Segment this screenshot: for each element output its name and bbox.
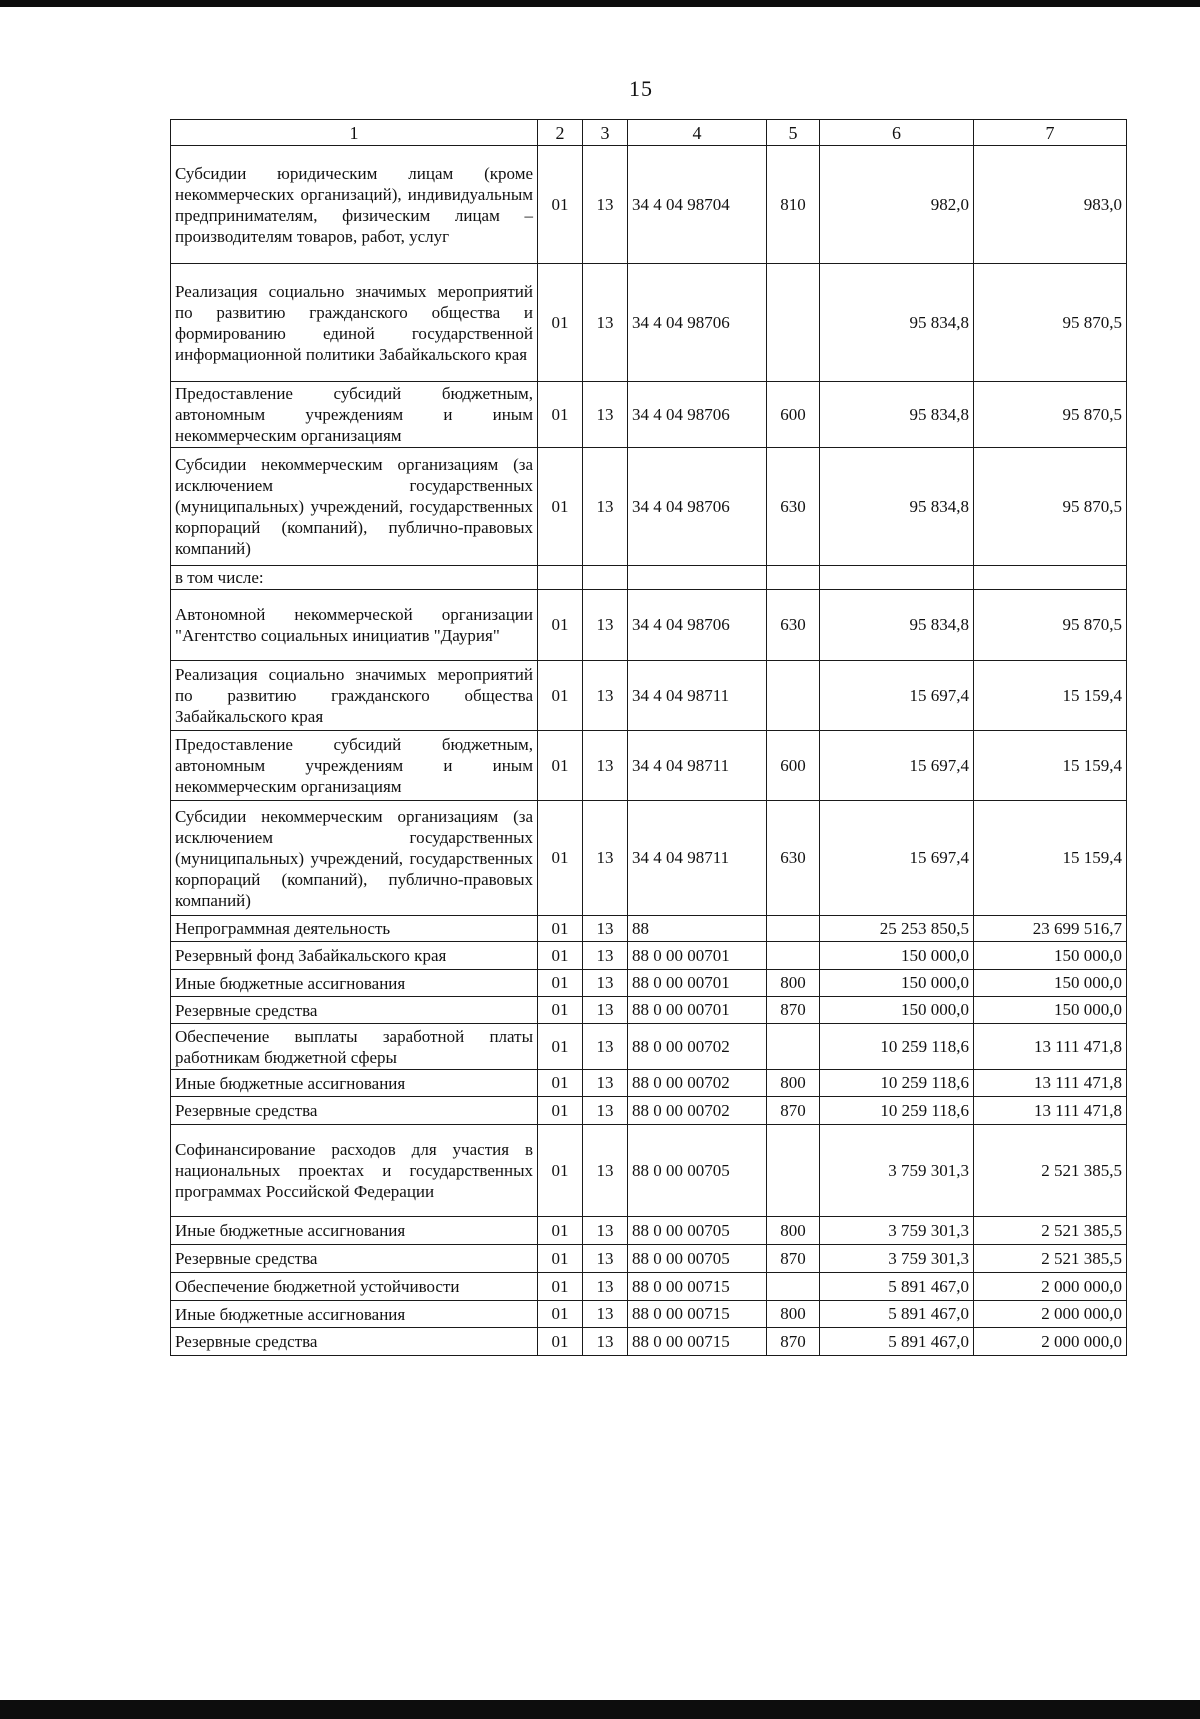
row-expense-type: [767, 942, 820, 970]
row-expense-type: [767, 264, 820, 382]
row-name: Иные бюджетные ассигнования: [171, 1070, 538, 1097]
row-amount-year-2: 15 159,4: [974, 731, 1127, 801]
row-amount-year-2: 13 111 471,8: [974, 1097, 1127, 1125]
row-amount-year-2: 13 111 471,8: [974, 1070, 1127, 1097]
row-expense-type: 630: [767, 590, 820, 661]
row-amount-year-2: 2 521 385,5: [974, 1125, 1127, 1217]
column-number-header: 5: [767, 120, 820, 146]
row-target-article: 34 4 04 98706: [628, 382, 767, 448]
row-section-code: 01: [538, 146, 583, 264]
row-name: Резервный фонд Забайкальского края: [171, 942, 538, 970]
row-subsection-code: 13: [583, 997, 628, 1024]
row-section-code: 01: [538, 1328, 583, 1356]
row-subsection-code: 13: [583, 970, 628, 997]
row-section-code: 01: [538, 1273, 583, 1301]
table-row: [171, 1245, 1127, 1273]
row-name: Реализация социально значимых мероприятий по развитию гражданского общества и формированию единой государственной информационной политики Забайкальского края: [171, 264, 538, 382]
row-expense-type: [767, 1125, 820, 1217]
row-section-code: 01: [538, 1024, 583, 1070]
row-amount-year-1: 150 000,0: [820, 970, 974, 997]
row-name: Субсидии юридическим лицам (кроме некоммерческих организаций), индивидуальным предпринимателям, физическим лицам – производителям товаров, работ, услуг: [171, 146, 538, 264]
row-amount-year-2: 2 000 000,0: [974, 1273, 1127, 1301]
column-number-header: 6: [820, 120, 974, 146]
row-expense-type: 600: [767, 731, 820, 801]
row-target-article: 88 0 00 00702: [628, 1070, 767, 1097]
row-expense-type: [767, 1024, 820, 1070]
row-expense-type: 870: [767, 1245, 820, 1273]
table-row: [171, 942, 1127, 970]
row-target-article: 88 0 00 00702: [628, 1024, 767, 1070]
row-target-article: 34 4 04 98706: [628, 448, 767, 566]
row-target-article: 88 0 00 00701: [628, 997, 767, 1024]
table-row: [171, 448, 1127, 566]
row-subsection-code: 13: [583, 1273, 628, 1301]
row-amount-year-2: 983,0: [974, 146, 1127, 264]
table-row: [171, 382, 1127, 448]
row-subsection-code: 13: [583, 146, 628, 264]
row-amount-year-2: 150 000,0: [974, 997, 1127, 1024]
row-amount-year-1: 95 834,8: [820, 590, 974, 661]
row-expense-type: 630: [767, 801, 820, 916]
row-section-code: 01: [538, 590, 583, 661]
row-expense-type: 600: [767, 382, 820, 448]
row-subsection-code: 13: [583, 1024, 628, 1070]
row-section-code: 01: [538, 942, 583, 970]
row-target-article: 88 0 00 00715: [628, 1273, 767, 1301]
row-expense-type: [767, 916, 820, 942]
table-row: [171, 1301, 1127, 1328]
row-amount-year-1: 10 259 118,6: [820, 1097, 974, 1125]
row-section-code: 01: [538, 970, 583, 997]
column-number-header: 4: [628, 120, 767, 146]
row-name: Резервные средства: [171, 997, 538, 1024]
row-section-code: 01: [538, 1245, 583, 1273]
row-name: Софинансирование расходов для участия в национальных проектах и государственных программах Российской Федерации: [171, 1125, 538, 1217]
row-target-article: 88 0 00 00705: [628, 1125, 767, 1217]
row-amount-year-1: 15 697,4: [820, 661, 974, 731]
row-name: Иные бюджетные ассигнования: [171, 1301, 538, 1328]
row-target-article: 88 0 00 00715: [628, 1328, 767, 1356]
table-body: [171, 146, 1127, 1356]
table-row: [171, 916, 1127, 942]
row-name: Резервные средства: [171, 1328, 538, 1356]
row-section-code: 01: [538, 997, 583, 1024]
row-expense-type: 870: [767, 1328, 820, 1356]
row-expense-type: [767, 566, 820, 590]
row-target-article: 88 0 00 00701: [628, 942, 767, 970]
row-amount-year-1: 3 759 301,3: [820, 1217, 974, 1245]
row-amount-year-2: 2 521 385,5: [974, 1245, 1127, 1273]
row-subsection-code: 13: [583, 382, 628, 448]
row-section-code: 01: [538, 1070, 583, 1097]
row-name: Непрограммная деятельность: [171, 916, 538, 942]
row-subsection-code: 13: [583, 942, 628, 970]
row-subsection-code: 13: [583, 1217, 628, 1245]
row-name: Резервные средства: [171, 1097, 538, 1125]
row-expense-type: 870: [767, 997, 820, 1024]
row-target-article: 88 0 00 00715: [628, 1301, 767, 1328]
row-name: Автономной некоммерческой организации "Агентство социальных инициатив "Даурия": [171, 590, 538, 661]
row-amount-year-2: [974, 566, 1127, 590]
row-subsection-code: 13: [583, 801, 628, 916]
row-subsection-code: 13: [583, 916, 628, 942]
table-row: [171, 997, 1127, 1024]
row-amount-year-1: 5 891 467,0: [820, 1301, 974, 1328]
row-amount-year-2: 95 870,5: [974, 448, 1127, 566]
table-row: [171, 264, 1127, 382]
row-section-code: 01: [538, 1125, 583, 1217]
row-name: Обеспечение бюджетной устойчивости: [171, 1273, 538, 1301]
table-row: [171, 146, 1127, 264]
row-amount-year-2: 2 000 000,0: [974, 1301, 1127, 1328]
row-expense-type: 800: [767, 1070, 820, 1097]
row-amount-year-1: 95 834,8: [820, 382, 974, 448]
column-number-header: 1: [171, 120, 538, 146]
row-target-article: 34 4 04 98711: [628, 801, 767, 916]
row-expense-type: [767, 661, 820, 731]
row-amount-year-2: 2 521 385,5: [974, 1217, 1127, 1245]
row-amount-year-1: 5 891 467,0: [820, 1328, 974, 1356]
row-section-code: 01: [538, 1217, 583, 1245]
row-section-code: 01: [538, 448, 583, 566]
row-amount-year-1: 25 253 850,5: [820, 916, 974, 942]
row-target-article: 34 4 04 98706: [628, 264, 767, 382]
row-name: Резервные средства: [171, 1245, 538, 1273]
row-amount-year-2: 23 699 516,7: [974, 916, 1127, 942]
row-subsection-code: 13: [583, 731, 628, 801]
row-section-code: 01: [538, 661, 583, 731]
scan-bottom-edge: [0, 1700, 1200, 1719]
row-section-code: 01: [538, 916, 583, 942]
row-target-article: 34 4 04 98704: [628, 146, 767, 264]
row-section-code: 01: [538, 382, 583, 448]
row-expense-type: 800: [767, 970, 820, 997]
row-amount-year-2: 15 159,4: [974, 661, 1127, 731]
row-amount-year-2: 95 870,5: [974, 264, 1127, 382]
row-target-article: 88: [628, 916, 767, 942]
row-expense-type: 630: [767, 448, 820, 566]
row-expense-type: 800: [767, 1217, 820, 1245]
row-amount-year-1: 150 000,0: [820, 997, 974, 1024]
row-expense-type: 800: [767, 1301, 820, 1328]
row-amount-year-1: 3 759 301,3: [820, 1125, 974, 1217]
table-row: [171, 661, 1127, 731]
row-amount-year-2: 13 111 471,8: [974, 1024, 1127, 1070]
row-name: Предоставление субсидий бюджетным, автономным учреждениям и иным некоммерческим организациям: [171, 382, 538, 448]
row-amount-year-1: 982,0: [820, 146, 974, 264]
page-number: 15: [629, 76, 653, 101]
row-subsection-code: 13: [583, 1301, 628, 1328]
row-section-code: 01: [538, 731, 583, 801]
row-name: Обеспечение выплаты заработной платы работникам бюджетной сферы: [171, 1024, 538, 1070]
table-header-row: [171, 120, 1127, 146]
table-row: [171, 970, 1127, 997]
row-target-article: 34 4 04 98706: [628, 590, 767, 661]
row-subsection-code: 13: [583, 1125, 628, 1217]
column-number-header: 7: [974, 120, 1127, 146]
row-subsection-code: 13: [583, 448, 628, 566]
row-target-article: 88 0 00 00701: [628, 970, 767, 997]
row-section-code: [538, 566, 583, 590]
row-subsection-code: [583, 566, 628, 590]
table-row: [171, 590, 1127, 661]
row-target-article: 88 0 00 00702: [628, 1097, 767, 1125]
row-subsection-code: 13: [583, 1245, 628, 1273]
row-subsection-code: 13: [583, 1097, 628, 1125]
row-amount-year-1: 15 697,4: [820, 731, 974, 801]
row-amount-year-1: 3 759 301,3: [820, 1245, 974, 1273]
row-name: Субсидии некоммерческим организациям (за исключением государственных (муниципальных) учреждений, государственных корпораций (компаний), публично-правовых компаний): [171, 801, 538, 916]
row-amount-year-2: 2 000 000,0: [974, 1328, 1127, 1356]
row-name: Иные бюджетные ассигнования: [171, 970, 538, 997]
row-target-article: 34 4 04 98711: [628, 661, 767, 731]
row-target-article: 34 4 04 98711: [628, 731, 767, 801]
row-amount-year-2: 150 000,0: [974, 942, 1127, 970]
column-number-header: 2: [538, 120, 583, 146]
row-subsection-code: 13: [583, 264, 628, 382]
row-expense-type: [767, 1273, 820, 1301]
row-amount-year-1: 15 697,4: [820, 801, 974, 916]
row-subsection-code: 13: [583, 1328, 628, 1356]
table-row: [171, 1125, 1127, 1217]
row-amount-year-2: 15 159,4: [974, 801, 1127, 916]
row-target-article: [628, 566, 767, 590]
row-amount-year-1: 10 259 118,6: [820, 1024, 974, 1070]
row-section-code: 01: [538, 264, 583, 382]
row-subsection-code: 13: [583, 590, 628, 661]
table-row: [171, 1024, 1127, 1070]
row-subsection-code: 13: [583, 661, 628, 731]
row-target-article: 88 0 00 00705: [628, 1245, 767, 1273]
row-amount-year-1: 150 000,0: [820, 942, 974, 970]
row-subsection-code: 13: [583, 1070, 628, 1097]
row-amount-year-2: 95 870,5: [974, 590, 1127, 661]
row-expense-type: 810: [767, 146, 820, 264]
row-name: в том числе:: [171, 566, 538, 590]
table-row: [171, 731, 1127, 801]
table-row: [171, 1070, 1127, 1097]
row-amount-year-1: 10 259 118,6: [820, 1070, 974, 1097]
table-row: [171, 1217, 1127, 1245]
row-amount-year-1: 95 834,8: [820, 448, 974, 566]
row-target-article: 88 0 00 00705: [628, 1217, 767, 1245]
table-row: [171, 801, 1127, 916]
row-expense-type: 870: [767, 1097, 820, 1125]
row-section-code: 01: [538, 1301, 583, 1328]
table-row: [171, 1273, 1127, 1301]
row-name: Предоставление субсидий бюджетным, автономным учреждениям и иным некоммерческим организациям: [171, 731, 538, 801]
row-amount-year-2: 150 000,0: [974, 970, 1127, 997]
row-amount-year-1: 5 891 467,0: [820, 1273, 974, 1301]
table-row: [171, 566, 1127, 590]
scan-top-edge: [0, 0, 1200, 7]
column-number-header: 3: [583, 120, 628, 146]
row-amount-year-1: 95 834,8: [820, 264, 974, 382]
row-amount-year-1: [820, 566, 974, 590]
row-amount-year-2: 95 870,5: [974, 382, 1127, 448]
row-name: Иные бюджетные ассигнования: [171, 1217, 538, 1245]
budget-table: [170, 119, 1127, 1356]
row-name: Субсидии некоммерческим организациям (за исключением государственных (муниципальных) учреждений, государственных корпораций (компаний), публично-правовых компаний): [171, 448, 538, 566]
table-row: [171, 1097, 1127, 1125]
table-row: [171, 1328, 1127, 1356]
row-section-code: 01: [538, 1097, 583, 1125]
row-name: Реализация социально значимых мероприятий по развитию гражданского общества Забайкальского края: [171, 661, 538, 731]
row-section-code: 01: [538, 801, 583, 916]
